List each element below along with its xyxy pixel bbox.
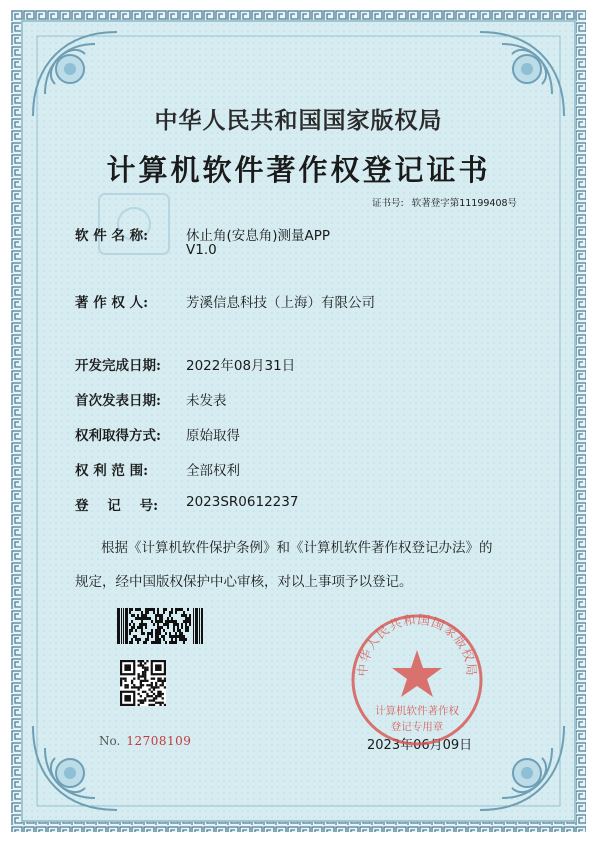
publication-date-value: 未发表: [186, 393, 227, 409]
acquisition-method-value: 原始取得: [186, 428, 240, 444]
rights-scope-label: 权 利 范 围:: [75, 463, 149, 479]
software-name-value: 休止角(安息角)测量APP: [186, 228, 331, 244]
publication-date-label: 首次发表日期:: [75, 393, 161, 409]
certificate-number-label: 证书号:: [372, 198, 404, 209]
seal-star-icon: [392, 650, 442, 697]
corner-ornament-bottom-right: [472, 718, 572, 818]
barcode-icon: [117, 608, 205, 644]
software-version-value: V1.0: [186, 242, 217, 258]
certificate-number-value: 软著登字第11199408号: [411, 198, 518, 209]
software-name-label: 软 件 名 称:: [75, 228, 149, 244]
certificate-title: 计算机软件著作权登记证书: [106, 153, 491, 187]
statement-line-1: 根据《计算机软件保护条例》和《计算机软件著作权登记办法》的: [101, 540, 493, 556]
completion-date-label: 开发完成日期:: [75, 358, 161, 374]
certificate-number: [372, 195, 517, 209]
issuer-name: 中华人民共和国国家版权局: [154, 107, 443, 134]
serial-prefix: No.: [99, 734, 121, 748]
serial-number: [99, 734, 191, 748]
official-seal: [347, 610, 487, 750]
registration-number-label: 登 记 号:: [75, 498, 159, 514]
statement-line-2: 规定，经中国版权保护中心审核，对以上事项予以登记。: [75, 574, 413, 590]
registration-number-value: 2023SR0612237: [186, 494, 299, 510]
seal-line-2: 登记专用章: [390, 721, 444, 733]
copyright-owner-label: 著 作 权 人:: [75, 295, 149, 311]
serial-value: 12708109: [126, 734, 192, 748]
certificate: [11, 10, 586, 832]
corner-ornament-bottom-left: [25, 718, 125, 818]
completion-date-value: 2022年08月31日: [186, 358, 296, 374]
issue-date: 2023年06月09日: [367, 738, 473, 753]
qr-code-icon: [120, 660, 166, 706]
acquisition-method-label: 权利取得方式:: [75, 428, 161, 444]
rights-scope-value: 全部权利: [186, 463, 240, 479]
copyright-owner-value: 芳溪信息科技（上海）有限公司: [186, 295, 375, 311]
seal-ring-text: 中华人民共和国国家版权局: [354, 611, 480, 678]
seal-line-1: 计算机软件著作权: [375, 705, 459, 717]
